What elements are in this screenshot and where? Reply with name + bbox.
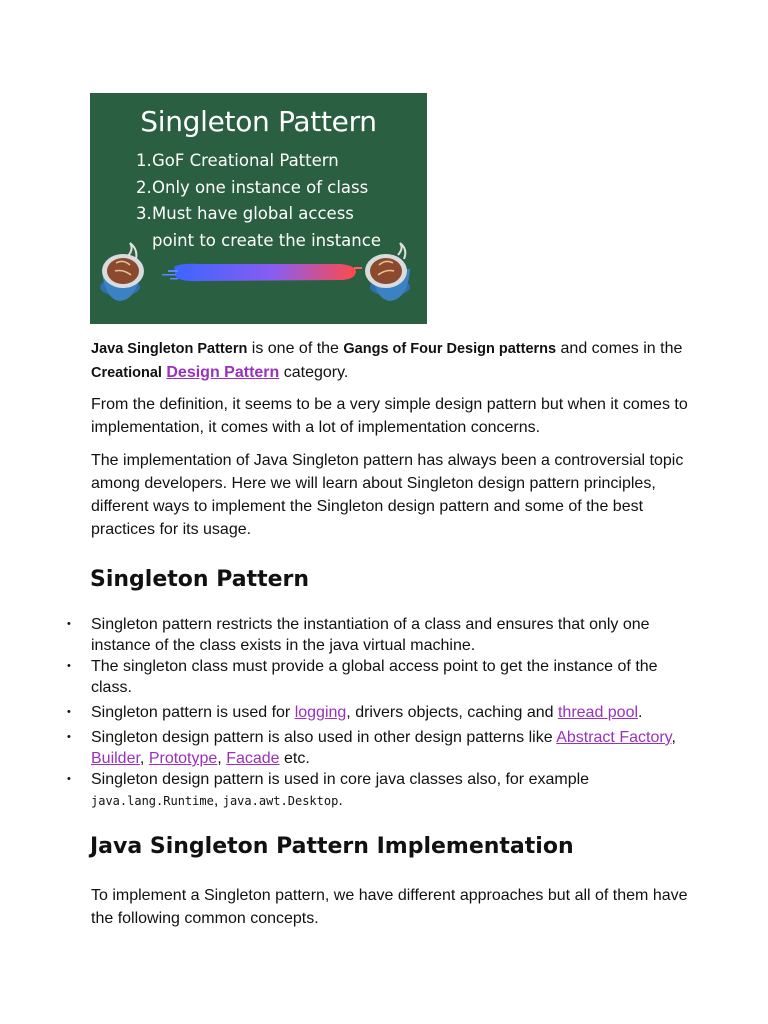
list-item: • Singleton pattern is used for logging, drivers objects, caching and thread pool. [67, 702, 687, 723]
banner-title: Singleton Pattern [140, 105, 377, 138]
prototype-link[interactable]: Prototype [148, 750, 218, 767]
singleton-pattern-banner-image [90, 93, 427, 324]
logging-link[interactable]: logging [294, 704, 347, 721]
brush-stroke [162, 264, 362, 281]
section-heading-singleton-pattern: Singleton Pattern [90, 567, 310, 592]
code-runtime: java.lang.Runtime [91, 794, 214, 808]
thread-pool-link[interactable]: thread pool [557, 704, 639, 721]
banner-list-item: 3.Must have global access [136, 204, 354, 223]
bold-term: Creational [91, 365, 162, 381]
implementation-paragraph: The implementation of Java Singleton pattern has always been a controversial topic among developers. Here we will learn about Singleton design pattern principles, different ways to implement the Singleton design pattern and some of the best practices for its usage. [91, 452, 684, 538]
singleton-bullet-list [67, 614, 687, 812]
intro-paragraph: Java Singleton Pattern is one of the Gangs of Four Design patterns and comes in the Creational Design Pattern category. [91, 340, 683, 381]
definition-paragraph: From the definition, it seems to be a very simple design pattern but when it comes to implementation, it comes with a lot of implementation concerns. [91, 396, 688, 436]
facade-link[interactable]: Facade [226, 750, 280, 767]
list-item: • Singleton pattern restricts the instantiation of a class and ensures that only one instance of the class exists in the java virtual machine. [67, 614, 687, 656]
banner-list [136, 148, 381, 254]
bold-term: Java Singleton Pattern [91, 341, 248, 357]
banner-list-item-continuation: point to create the instance [152, 230, 381, 250]
approaches-paragraph: To implement a Singleton pattern, we have different approaches but all of them have the following common concepts. [91, 887, 688, 927]
banner-list-item: 2.Only one instance of class [136, 177, 369, 197]
banner-list-item: 1.GoF Creational Pattern [136, 151, 339, 170]
code-desktop: java.awt.Desktop [222, 794, 339, 808]
list-item: • The singleton class must provide a global access point to get the instance of the class. [67, 656, 687, 698]
list-item: • Singleton design pattern is used in core java classes also, for example java.lang.Runtime, java.awt.Desktop. [67, 769, 687, 812]
builder-link[interactable]: Builder [91, 750, 140, 767]
abstract-factory-link[interactable]: Abstract Factory [556, 729, 672, 746]
list-item: • Singleton design pattern is also used in other design patterns like Abstract Factory, Builder, Prototype, Facade etc. [67, 727, 687, 769]
section-heading-implementation: Java Singleton Pattern Implementation [90, 834, 574, 859]
design-pattern-link[interactable]: Design Pattern [166, 364, 280, 381]
bold-term: Gangs of Four Design patterns [343, 341, 557, 357]
